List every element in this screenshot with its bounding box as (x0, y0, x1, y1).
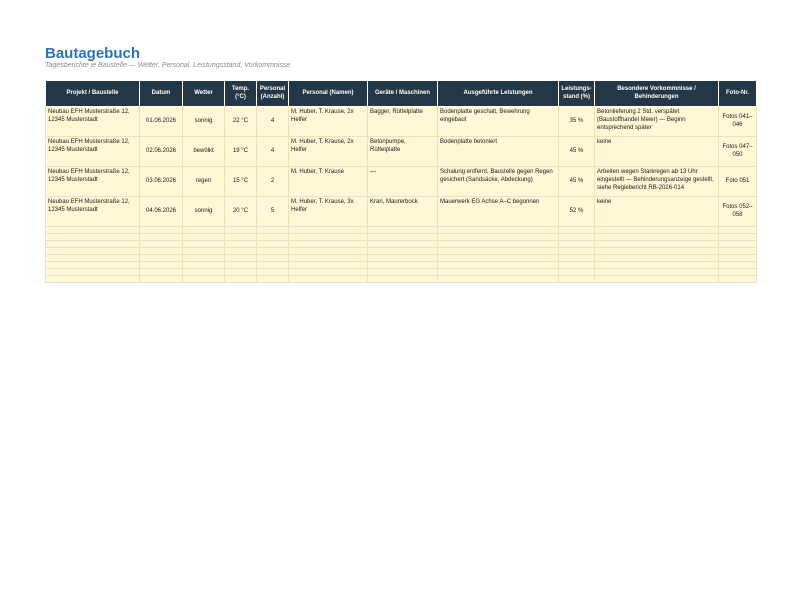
cell-photos[interactable]: Foto 051 (719, 167, 757, 197)
cell-progress[interactable]: 45 % (559, 137, 595, 167)
empty-cell[interactable] (559, 262, 595, 269)
empty-cell[interactable] (225, 248, 257, 255)
table-row (46, 167, 757, 197)
cell-date[interactable]: 04.06.2026 (140, 197, 183, 227)
empty-rows-group (46, 227, 757, 283)
cell-photos[interactable]: Fotos 047–050 (719, 137, 757, 167)
cell-project[interactable]: Neubau EFH Musterstraße 12, 12345 Musterstadt (46, 137, 140, 167)
cell-staff-count[interactable]: 4 (257, 137, 289, 167)
empty-cell[interactable] (719, 227, 757, 234)
empty-cell[interactable] (183, 262, 225, 269)
table-row (46, 107, 757, 137)
cell-staff-names[interactable]: M. Huber, T. Krause, 2x Helfer (289, 137, 368, 167)
header-photos: Foto-Nr. (719, 81, 757, 107)
empty-cell[interactable] (595, 248, 719, 255)
empty-cell[interactable] (559, 255, 595, 262)
empty-cell[interactable] (438, 276, 559, 283)
empty-cell[interactable] (46, 241, 140, 248)
empty-cell[interactable] (559, 227, 595, 234)
empty-cell[interactable] (46, 276, 140, 283)
empty-cell[interactable] (559, 276, 595, 283)
empty-cell[interactable] (183, 241, 225, 248)
cell-date[interactable]: 02.06.2026 (140, 137, 183, 167)
empty-cell[interactable] (183, 227, 225, 234)
empty-cell[interactable] (559, 248, 595, 255)
empty-cell[interactable] (46, 234, 140, 241)
empty-cell[interactable] (257, 234, 289, 241)
cell-temp[interactable]: 19 °C (225, 137, 257, 167)
cell-date[interactable]: 01.06.2026 (140, 107, 183, 137)
empty-cell[interactable] (183, 248, 225, 255)
empty-cell[interactable] (719, 241, 757, 248)
empty-cell[interactable] (225, 276, 257, 283)
empty-cell[interactable] (257, 276, 289, 283)
cell-equipment[interactable]: Betonpumpe, Rüttelplatte (368, 137, 438, 167)
empty-cell[interactable] (438, 234, 559, 241)
cell-work[interactable]: Bodenplatte betoniert (438, 137, 559, 167)
empty-cell[interactable] (140, 248, 183, 255)
cell-temp[interactable]: 22 °C (225, 107, 257, 137)
empty-cell[interactable] (257, 241, 289, 248)
header-staff-names: Personal (Namen) (289, 81, 368, 107)
header-staff-count: Personal (Anzahl) (257, 81, 289, 107)
empty-cell[interactable] (595, 269, 719, 276)
empty-table-row (46, 262, 757, 269)
cell-incidents[interactable]: keine (595, 137, 719, 167)
cell-equipment[interactable]: Bagger, Rüttelplatte (368, 107, 438, 137)
cell-work[interactable]: Schalung entfernt, Baustelle gegen Regen gesichert (Sandsäcke, Abdeckung) (438, 167, 559, 197)
cell-work[interactable]: Bodenplatte geschalt, Bewehrung eingebaut (438, 107, 559, 137)
empty-cell[interactable] (719, 262, 757, 269)
empty-table-row (46, 255, 757, 262)
empty-cell[interactable] (368, 248, 438, 255)
cell-weather[interactable]: regen (183, 167, 225, 197)
empty-cell[interactable] (595, 227, 719, 234)
empty-cell[interactable] (289, 248, 368, 255)
cell-incidents[interactable]: keine (595, 197, 719, 227)
cell-project[interactable]: Neubau EFH Musterstraße 12, 12345 Musterstadt (46, 167, 140, 197)
document-title: Bautagebuch (45, 45, 141, 62)
cell-staff-count[interactable]: 2 (257, 167, 289, 197)
empty-cell[interactable] (257, 227, 289, 234)
empty-cell[interactable] (438, 227, 559, 234)
empty-cell[interactable] (559, 269, 595, 276)
empty-cell[interactable] (289, 234, 368, 241)
empty-cell[interactable] (140, 255, 183, 262)
cell-weather[interactable]: sonnig (183, 197, 225, 227)
empty-cell[interactable] (140, 227, 183, 234)
empty-cell[interactable] (289, 227, 368, 234)
empty-cell[interactable] (225, 269, 257, 276)
cell-temp[interactable]: 20 °C (225, 197, 257, 227)
empty-cell[interactable] (368, 262, 438, 269)
empty-cell[interactable] (225, 234, 257, 241)
header-temp: Temp. (°C) (225, 81, 257, 107)
document-subtitle: Tagesberichte je Baustelle — Wetter, Personal, Leistungsstand, Vorkommnisse (45, 62, 291, 69)
empty-cell[interactable] (140, 241, 183, 248)
empty-cell[interactable] (289, 241, 368, 248)
empty-cell[interactable] (46, 269, 140, 276)
cell-progress[interactable]: 35 % (559, 107, 595, 137)
empty-cell[interactable] (368, 241, 438, 248)
header-date: Datum (140, 81, 183, 107)
empty-cell[interactable] (46, 227, 140, 234)
table-header-row (46, 81, 757, 107)
table-row (46, 197, 757, 227)
header-progress: Leistungs-stand (%) (559, 81, 595, 107)
empty-cell[interactable] (257, 262, 289, 269)
empty-cell[interactable] (46, 255, 140, 262)
cell-project[interactable]: Neubau EFH Musterstraße 12, 12345 Musterstadt (46, 107, 140, 137)
empty-cell[interactable] (225, 262, 257, 269)
empty-cell[interactable] (438, 255, 559, 262)
cell-staff-count[interactable]: 4 (257, 107, 289, 137)
cell-weather[interactable]: sonnig (183, 107, 225, 137)
cell-staff-names[interactable]: M. Huber, T. Krause, 2x Helfer (289, 107, 368, 137)
empty-cell[interactable] (438, 269, 559, 276)
construction-log-table (45, 80, 757, 283)
empty-cell[interactable] (225, 255, 257, 262)
empty-cell[interactable] (140, 262, 183, 269)
empty-cell[interactable] (140, 234, 183, 241)
header-project: Projekt / Baustelle (46, 81, 140, 107)
empty-cell[interactable] (225, 227, 257, 234)
empty-cell[interactable] (559, 234, 595, 241)
empty-cell[interactable] (368, 255, 438, 262)
cell-temp[interactable]: 15 °C (225, 167, 257, 197)
empty-table-row (46, 241, 757, 248)
empty-cell[interactable] (368, 234, 438, 241)
header-weather: Wetter (183, 81, 225, 107)
cell-incidents[interactable]: Arbeiten wegen Starkregen ab 13 Uhr eingestellt — Behinderungsanzeige gestellt, siehe Regiebericht RB-2026-014 (595, 167, 719, 197)
empty-cell[interactable] (289, 255, 368, 262)
empty-table-row (46, 227, 757, 234)
empty-table-row (46, 276, 757, 283)
empty-cell[interactable] (595, 255, 719, 262)
empty-cell[interactable] (719, 276, 757, 283)
empty-cell[interactable] (183, 269, 225, 276)
empty-cell[interactable] (559, 241, 595, 248)
empty-cell[interactable] (719, 234, 757, 241)
cell-equipment[interactable]: — (368, 167, 438, 197)
empty-cell[interactable] (368, 269, 438, 276)
empty-cell[interactable] (438, 262, 559, 269)
empty-cell[interactable] (595, 262, 719, 269)
cell-photos[interactable]: Fotos 041–046 (719, 107, 757, 137)
cell-staff-names[interactable]: M. Huber, T. Krause, 3x Helfer (289, 197, 368, 227)
cell-weather[interactable]: bewölkt (183, 137, 225, 167)
empty-cell[interactable] (257, 255, 289, 262)
empty-cell[interactable] (183, 276, 225, 283)
empty-cell[interactable] (719, 248, 757, 255)
header-work: Ausgeführte Leistungen (438, 81, 559, 107)
empty-cell[interactable] (438, 248, 559, 255)
empty-cell[interactable] (257, 248, 289, 255)
cell-progress[interactable]: 52 % (559, 197, 595, 227)
empty-cell[interactable] (140, 276, 183, 283)
empty-cell[interactable] (257, 269, 289, 276)
cell-project[interactable]: Neubau EFH Musterstraße 12, 12345 Musterstadt (46, 197, 140, 227)
cell-staff-names[interactable]: M. Huber, T. Krause (289, 167, 368, 197)
cell-incidents[interactable]: Betonlieferung 2 Std. verspätet (Baustoffhandel Meier) — Beginn entsprechend später (595, 107, 719, 137)
empty-cell[interactable] (438, 241, 559, 248)
cell-photos[interactable]: Fotos 052–058 (719, 197, 757, 227)
empty-cell[interactable] (595, 276, 719, 283)
empty-cell[interactable] (140, 269, 183, 276)
empty-table-row (46, 234, 757, 241)
empty-cell[interactable] (289, 269, 368, 276)
empty-table-row (46, 248, 757, 255)
empty-cell[interactable] (183, 255, 225, 262)
empty-cell[interactable] (289, 276, 368, 283)
cell-staff-count[interactable]: 5 (257, 197, 289, 227)
empty-cell[interactable] (46, 262, 140, 269)
empty-table-row (46, 269, 757, 276)
empty-cell[interactable] (595, 234, 719, 241)
cell-date[interactable]: 03.06.2026 (140, 167, 183, 197)
header-equipment: Geräte / Maschinen (368, 81, 438, 107)
table-row (46, 137, 757, 167)
empty-cell[interactable] (719, 255, 757, 262)
cell-work[interactable]: Mauerwerk EG Achse A–C begonnen (438, 197, 559, 227)
empty-cell[interactable] (595, 241, 719, 248)
header-incidents: Besondere Vorkommnisse / Behinderungen (595, 81, 719, 107)
empty-cell[interactable] (183, 234, 225, 241)
empty-cell[interactable] (289, 262, 368, 269)
empty-cell[interactable] (719, 269, 757, 276)
empty-cell[interactable] (368, 276, 438, 283)
cell-equipment[interactable]: Kran, Maurerbock (368, 197, 438, 227)
empty-cell[interactable] (46, 248, 140, 255)
empty-cell[interactable] (225, 241, 257, 248)
cell-progress[interactable]: 45 % (559, 167, 595, 197)
empty-cell[interactable] (368, 227, 438, 234)
